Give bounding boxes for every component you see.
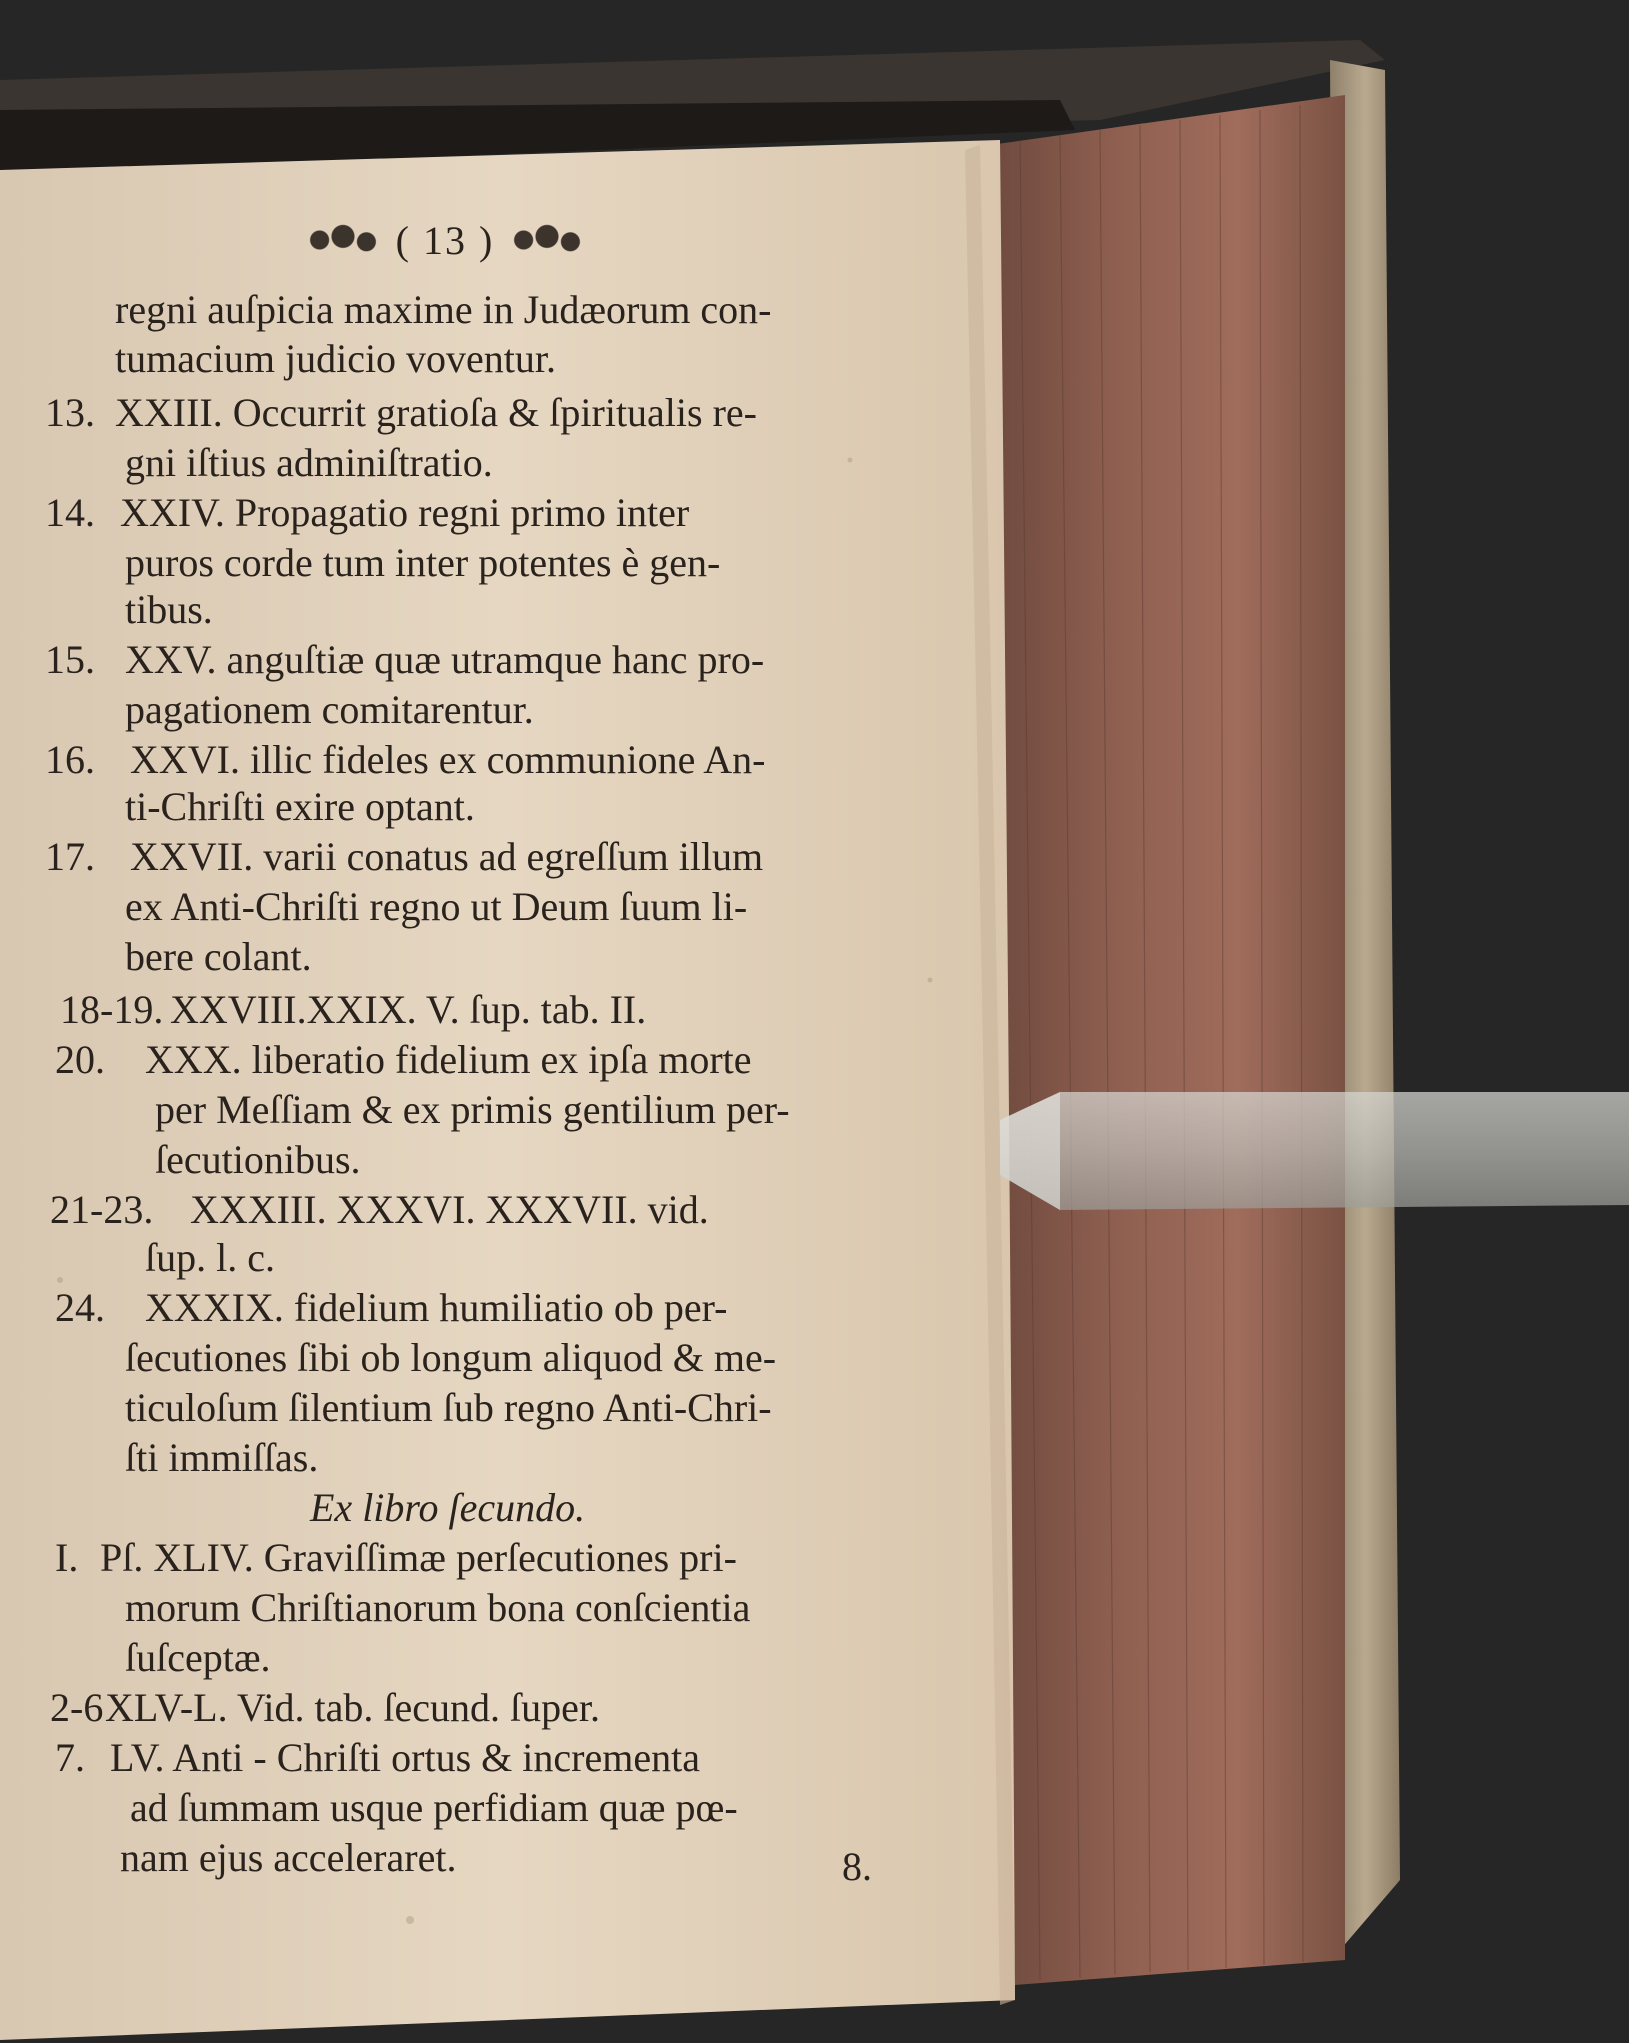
page-number: ( 13 ) [395,217,495,263]
line-text: XXIV. Propagatio regni primo inter [120,490,690,535]
line-text: Pſ. XLIV. Graviſſimæ perſecutiones pri- [100,1535,737,1580]
line-text: XXXIII. XXXVI. XXXVII. vid. [190,1187,709,1232]
line-text: ti-Chriſti exire optant. [125,784,475,829]
line-text: pagationem comitarentur. [125,687,534,732]
entry-number: 14. [45,490,95,535]
line-text: bere colant. [125,934,312,979]
line-text: per Meſſiam & ex primis gentilium per- [155,1087,790,1132]
bookmark-strip [1000,1092,1629,1210]
entry-number: 16. [45,737,95,782]
line-text: puros corde tum inter potentes è gen- [125,540,721,585]
line-text: ſup. l. c. [145,1235,275,1280]
line-text: LV. Anti - Chriſti ortus & incrementa [110,1735,700,1780]
line-text: XXVII. varii conatus ad egreſſum illum [130,834,764,879]
entry-number: 13. [45,390,95,435]
entry-number: 20. [55,1037,105,1082]
line-text: XXVI. illic fideles ex communione An- [130,737,766,782]
line-text: ad ſummam usque perfidiam quæ pœ- [130,1785,738,1830]
page-block-edge [990,95,1345,1985]
line-text: Ex libro ſecundo. [310,1485,586,1530]
line-text: XXX. liberatio fidelium ex ipſa morte [145,1037,752,1082]
line-text: ex Anti-Chriſti regno ut Deum ſuum li- [125,884,748,929]
line-text: XXXIX. fidelium humiliatio ob per- [145,1285,728,1330]
entry-number: 2-6 [50,1685,104,1730]
entry-number: 15. [45,637,95,682]
entry-number: 18-19. [60,987,164,1032]
running-header [285,205,605,275]
line-text: XXV. anguſtiæ quæ utramque hanc pro- [125,637,765,682]
line-text: ſuſceptæ. [125,1635,271,1680]
catchword: 8. [842,1844,872,1889]
entry-number: 7. [55,1735,85,1780]
line-text: ſti immiſſas. [125,1435,319,1480]
entry-number: 24. [55,1285,105,1330]
entry-number: 21-23. [50,1187,154,1232]
line-text: ſecutiones ſibi ob longum aliquod & me- [125,1335,777,1380]
line-text: morum Chriſtianorum bona conſcientia [125,1585,751,1630]
entry-number: 17. [45,834,95,879]
ornament-icon [304,222,382,258]
line-text: tumacium judicio voventur. [115,336,557,381]
line-text: regni auſpicia maxime in Judæorum con- [115,287,772,332]
line-text: XXVIII.XXIX. V. ſup. tab. II. [170,987,647,1032]
line-text: gni iſtius adminiſtratio. [125,440,493,485]
entry-number: I. [55,1535,79,1580]
line-text: ticuloſum ſilentium ſub regno Anti-Chri- [125,1385,772,1430]
line-text: XLV-L. Vid. tab. ſecund. ſuper. [105,1685,600,1730]
line-text: ſecutionibus. [155,1137,361,1182]
line-text: XXIII. Occurrit gratioſa & ſpiritualis re- [115,390,757,435]
ornament-icon [508,222,586,258]
line-text: tibus. [125,587,213,632]
line-text: nam ejus acceleraret. [120,1835,457,1880]
